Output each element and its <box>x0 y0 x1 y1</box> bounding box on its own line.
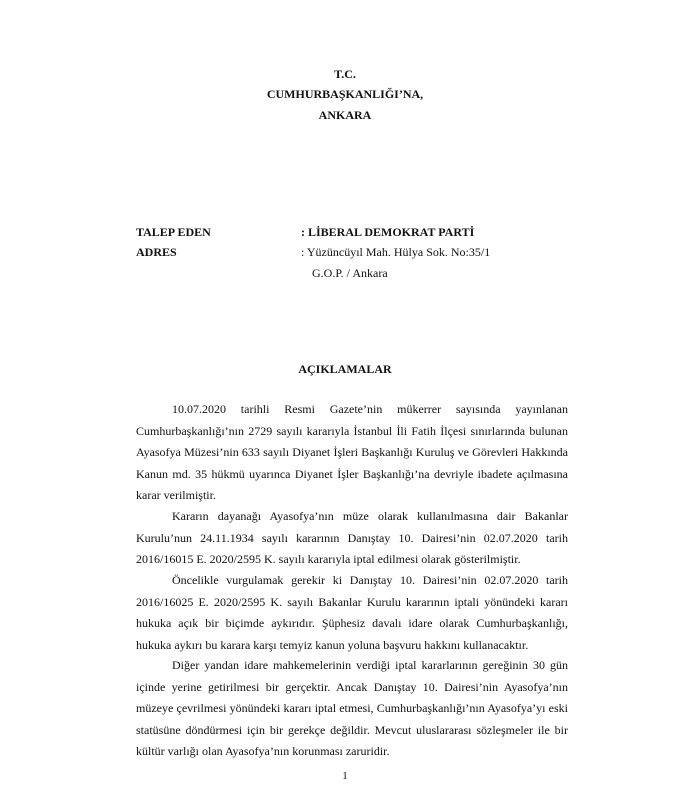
paragraph-4: Diğer yandan idare mahkemelerinin verdiği iptal kararlarının gereğinin 30 gün içinde yerine getirilmesi bir gerçektir. Ancak Danıştay 10. Dairesi’nin Ayasofya’nın müzeye çevrilmesi yönündeki kararı iptal etmesi, Cumhurbaşkanlığı’nın Ayasofya’yı eski statüsüne döndürmesi için bir gerekçe değildir. Mevcut uluslararası sözleşmeler ile bir kültür varlığı olan Ayasofya’nın korunması zaruridir. <box>136 658 568 758</box>
paragraph-1: 10.07.2020 tarihli Resmi Gazete’nin mükerrer sayısında yayınlanan Cumhurbaşkanlığı’nın 2729 sayılı kararıyla İstanbul İli Fatih İlçesi sınırlarında bulunan Ayasofya Müzesi’nin 633 sayılı Diyanet İşleri Başkanlığı Kuruluş ve Görevleri Hakkında Kanun md. 35 hükmü uyarınca Diyanet İşler Başkanlığı’na devriyle ibadete açılmasına karar verilmiştir. <box>136 402 568 502</box>
header-tc: T.C. <box>334 67 356 81</box>
address-line-2: G.O.P. / Ankara <box>312 266 388 280</box>
page-number: 1 <box>342 770 348 782</box>
paragraph-3: Öncelikle vurgulamak gerekir ki Danıştay 10. Dairesi’nin 02.07.2020 tarih 2016/16025 E. 2020/2595 K. sayılı Bakanlar Kurulu kararının iptali yönündeki kararı hukuka açık bir biçimde aykırıdır. Şüphesiz davalı idare olarak Cumhurbaşkanlığı, hukuka aykırı bu karara karşı temyiz kanun yoluna başvuru hakkını kullanacaktır. <box>136 573 568 652</box>
header-addressee: CUMHURBAŞKANLIĞI’NA, <box>266 87 424 101</box>
requester-value: : LİBERAL DEMOKRAT PARTİ <box>301 225 475 239</box>
section-title: AÇIKLAMALAR <box>298 362 392 376</box>
address-label: ADRES <box>136 245 177 259</box>
address-line-1: : Yüzüncüyıl Mah. Hülya Sok. No:35/1 <box>301 245 491 259</box>
paragraph-2: Kararın dayanağı Ayasofya’nın müze olarak kullanılmasına dair Bakanlar Kurulu’nun 24.11.1934 sayılı kararının Danıştay 10. Dairesi’nin 02.07.2020 tarih 2016/16015 E. 2020/2595 K. sayılı kararıyla iptal edilmesi olarak gösterilmiştir. <box>136 509 568 566</box>
requester-label: TALEP EDEN <box>136 225 211 239</box>
header-city: ANKARA <box>318 108 372 122</box>
